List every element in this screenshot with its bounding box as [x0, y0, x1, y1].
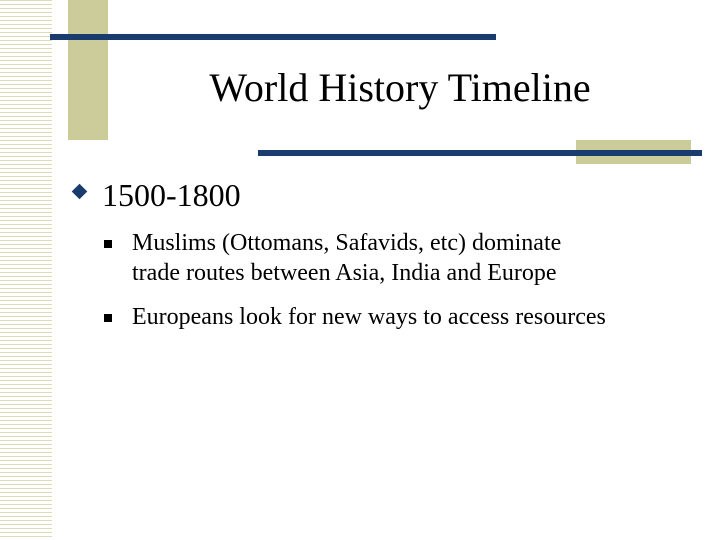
sub-bullet-item: [104, 228, 704, 288]
bullet-text: 1500-1800: [102, 177, 241, 213]
sub-bullet-text: [132, 302, 702, 332]
square-bullet-icon: [104, 240, 112, 248]
khaki-bar-top: [68, 0, 108, 140]
navy-line-mid: [258, 150, 702, 156]
square-bullet-icon: [104, 314, 112, 322]
sub-bullet-line: Europeans look for new ways to access resources: [132, 304, 606, 330]
diamond-bullet-icon: [72, 184, 88, 200]
sub-bullet-item: [104, 302, 704, 332]
sub-bullet-line: trade routes between Asia, India and Europe: [132, 260, 557, 286]
sub-bullet-line: Muslims (Ottomans, Safavids, etc) dominate: [132, 230, 562, 256]
slide-title: World History Timeline: [209, 65, 591, 110]
left-stripe-decoration: [0, 0, 52, 540]
navy-line-top: [50, 34, 496, 40]
sub-bullet-text: [132, 228, 702, 288]
